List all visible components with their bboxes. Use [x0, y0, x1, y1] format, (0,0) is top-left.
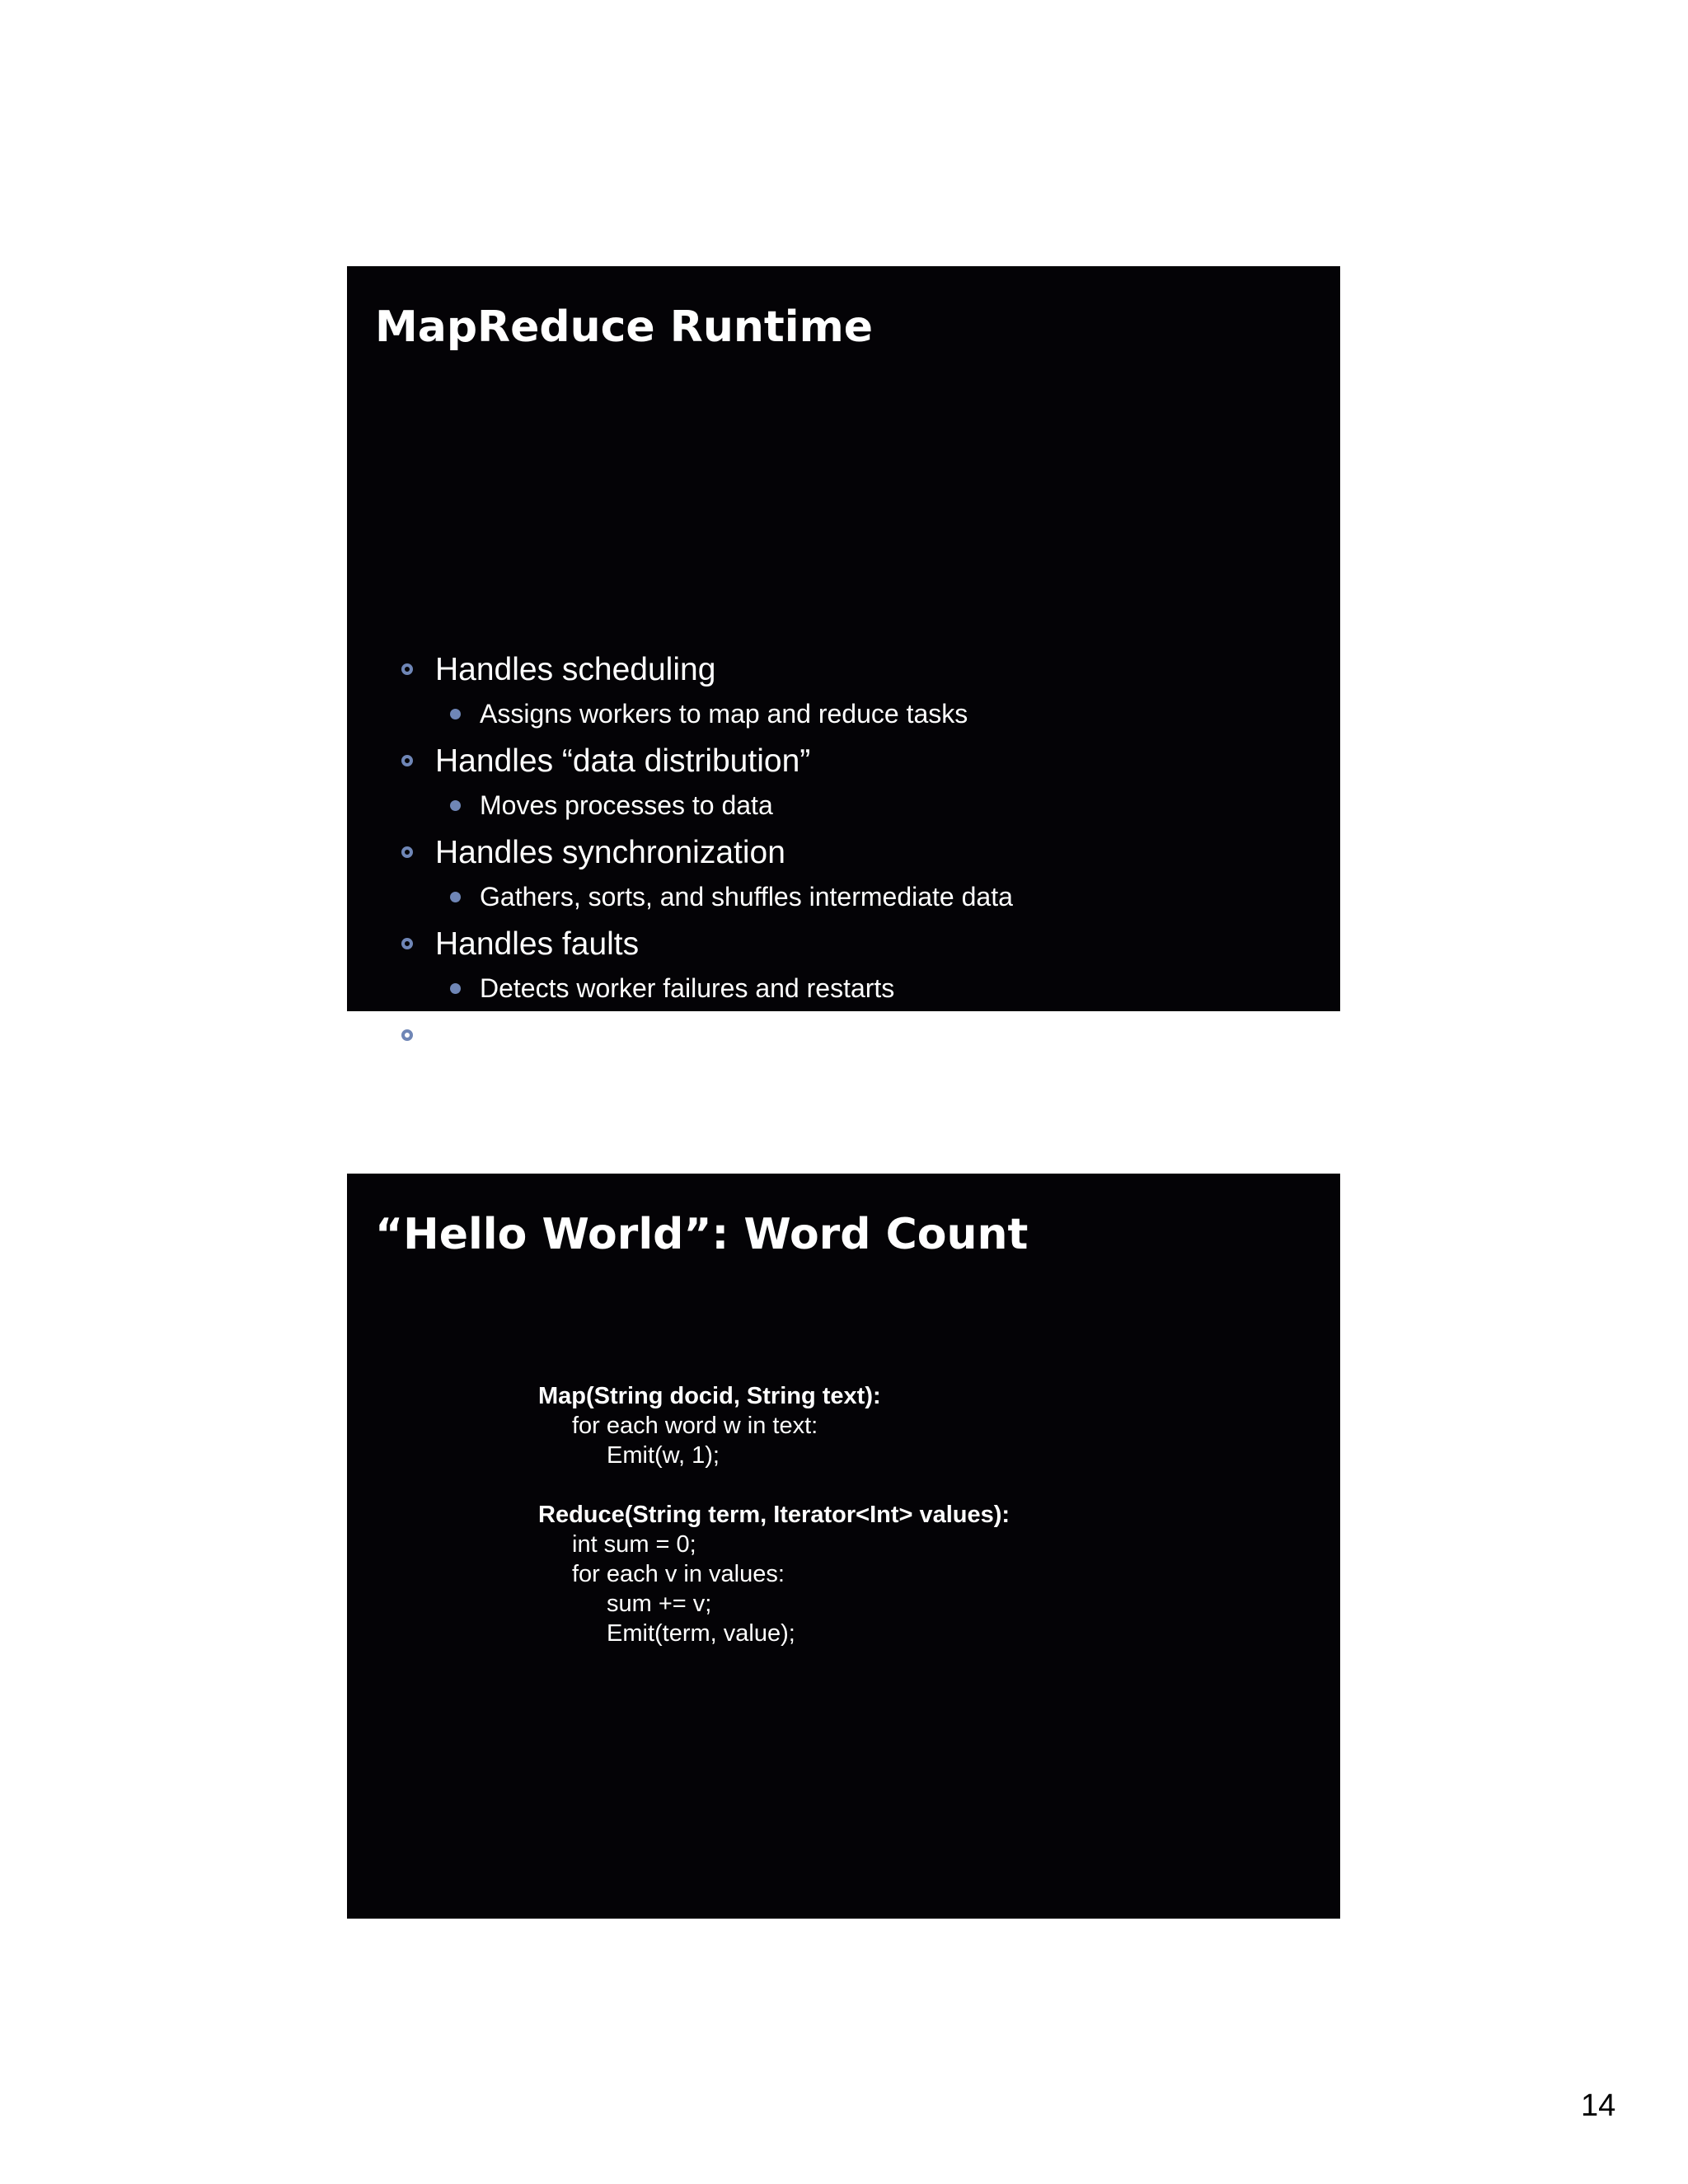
slide-word-count [347, 1174, 1340, 1919]
filled-dot-icon [450, 892, 461, 902]
hollow-circle-icon [401, 1029, 413, 1041]
filled-dot-icon [450, 983, 461, 994]
code-line: Reduce(String term, Iterator<Int> values): [538, 1502, 1010, 1528]
slide-title: MapReduce Runtime [375, 302, 874, 352]
sub-bullet-item [480, 792, 773, 818]
slide-mapreduce-runtime [347, 266, 1340, 1053]
bullet-item [435, 654, 715, 686]
hollow-circle-icon [401, 755, 413, 766]
code-line: Emit(term, value); [607, 1620, 795, 1647]
bullet-item [435, 1019, 1180, 1052]
page-number: 14 [1581, 2088, 1616, 2123]
bullet-text: Handles synchronization [435, 835, 785, 870]
sub-bullet-text: Gathers, sorts, and shuffles intermediate data [480, 882, 1013, 912]
sub-bullet-item [480, 883, 1013, 910]
hollow-circle-icon [401, 846, 413, 858]
bullet-text: Handles faults [435, 926, 640, 962]
slide-title: “Hello World”: Word Count [375, 1210, 1029, 1259]
sub-bullet-text: Assigns workers to map and reduce tasks [480, 699, 968, 729]
bullet-text: Handles scheduling [435, 652, 716, 687]
bullet-item [435, 928, 639, 960]
bullet-item [435, 837, 785, 869]
bullet-item [435, 745, 810, 777]
sub-bullet-item [480, 975, 894, 1001]
bullet-text: Everything happens on top of a distributed FS (later) [435, 1018, 1181, 1053]
hollow-circle-icon [401, 663, 413, 675]
filled-dot-icon [450, 709, 461, 719]
code-line: for each word w in text: [572, 1413, 818, 1439]
sub-bullet-item [480, 701, 968, 727]
bullet-text: Handles “data distribution” [435, 743, 811, 779]
sub-bullet-text: Moves processes to data [480, 790, 773, 820]
sub-bullet-text: Detects worker failures and restarts [480, 973, 895, 1003]
code-line: sum += v; [607, 1591, 712, 1617]
code-line: int sum = 0; [572, 1531, 696, 1558]
filled-dot-icon [450, 800, 461, 811]
code-line: Emit(w, 1); [607, 1442, 720, 1469]
code-line: Map(String docid, String text): [538, 1383, 881, 1409]
code-line: for each v in values: [572, 1561, 785, 1587]
hollow-circle-icon [401, 938, 413, 949]
